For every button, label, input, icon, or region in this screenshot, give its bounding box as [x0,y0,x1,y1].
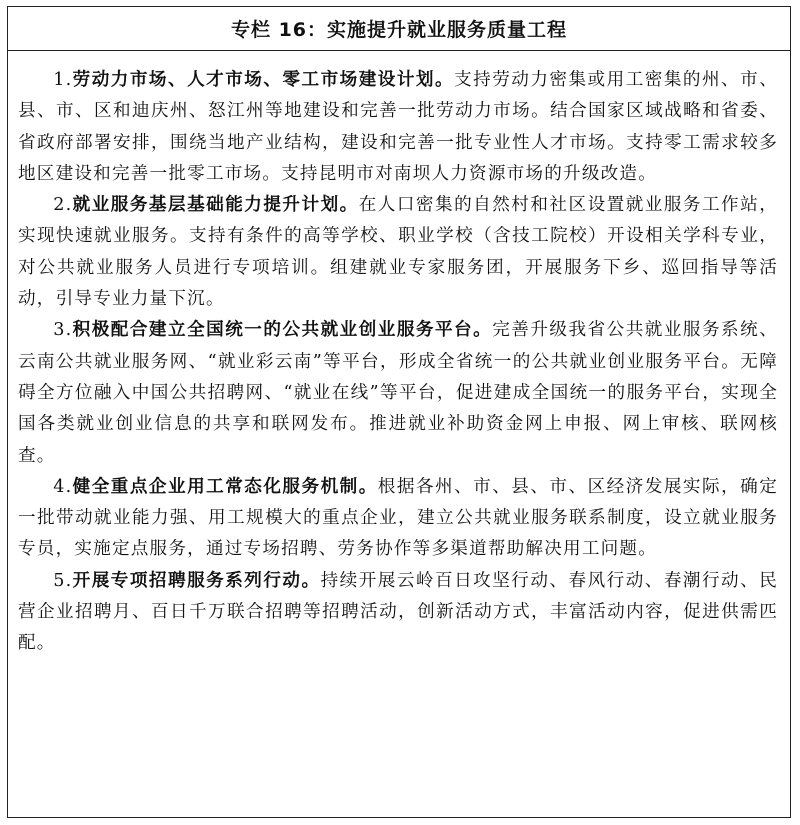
item-number: 2. [53,195,73,216]
item-number: 1. [53,70,73,90]
item-2 [18,190,778,315]
item-number: 3. [53,320,73,341]
item-heading: 劳动力市场、人才市场、零工市场建设计划。 [72,70,455,90]
column-content [8,51,790,660]
item-3 [18,315,778,471]
column-box [7,6,791,818]
item-heading: 就业服务基层基础能力提升计划。 [72,195,359,216]
item-heading: 积极配合建立全国统一的公共就业创业服务平台。 [72,320,493,341]
item-body: 完善升级我省公共就业服务系统、云南公共就业服务网、“就业彩云南”等平台，形成全省统一的公共就业创业服务平台。无障碍全方位融入中国公共招聘网、“就业在线”等平台，促进建成全国统一的服务平台，实现全国各类就业创业信息的共享和联网发布。推进就业补助资金网上申报、网上审核、联网核查。 [18,320,778,466]
item-body: 支持劳动力密集或用工密集的州、市、县、市、区和迪庆州、怒江州等地建设和完善一批劳动力市场。结合国家区域战略和省委、省政府部署安排，围绕当地产业结构，建设和完善一批专业性人才市场。支持零工需求较多地区建设和完善一批零工市场。支持昆明市对南坝人力资源市场的升级改造。 [18,70,778,184]
item-heading: 健全重点企业用工常态化服务机制。 [72,476,378,497]
item-body: 持续开展云岭百日攻坚行动、春风行动、春潮行动、民营企业招聘月、百日千万联合招聘等招聘活动，创新活动方式，丰富活动内容，促进供需匹配。 [18,570,778,654]
item-heading: 开展专项招聘服务系列行动。 [72,570,321,591]
item-4 [18,472,778,566]
column-title: 专栏 16：实施提升就业服务质量工程 [8,7,790,51]
item-5 [18,566,778,660]
item-number: 4. [53,476,73,497]
item-1 [18,65,778,190]
item-number: 5. [53,570,73,591]
item-body: 根据各州、市、县、市、区经济发展实际，确定一批带动就业能力强、用工规模大的重点企业，建立公共就业服务联系制度，设立就业服务专员，实施定点服务，通过专场招聘、劳务协作等多渠道帮助解决用工问题。 [18,476,779,560]
item-body: 在人口密集的自然村和社区设置就业服务工作站，实现快速就业服务。支持有条件的高等学校、职业学校（含技工院校）开设相关学科专业，对公共就业服务人员进行专项培训。组建就业专家服务团，开展服务下乡、巡回指导等活动，引导专业力量下沉。 [18,195,778,310]
